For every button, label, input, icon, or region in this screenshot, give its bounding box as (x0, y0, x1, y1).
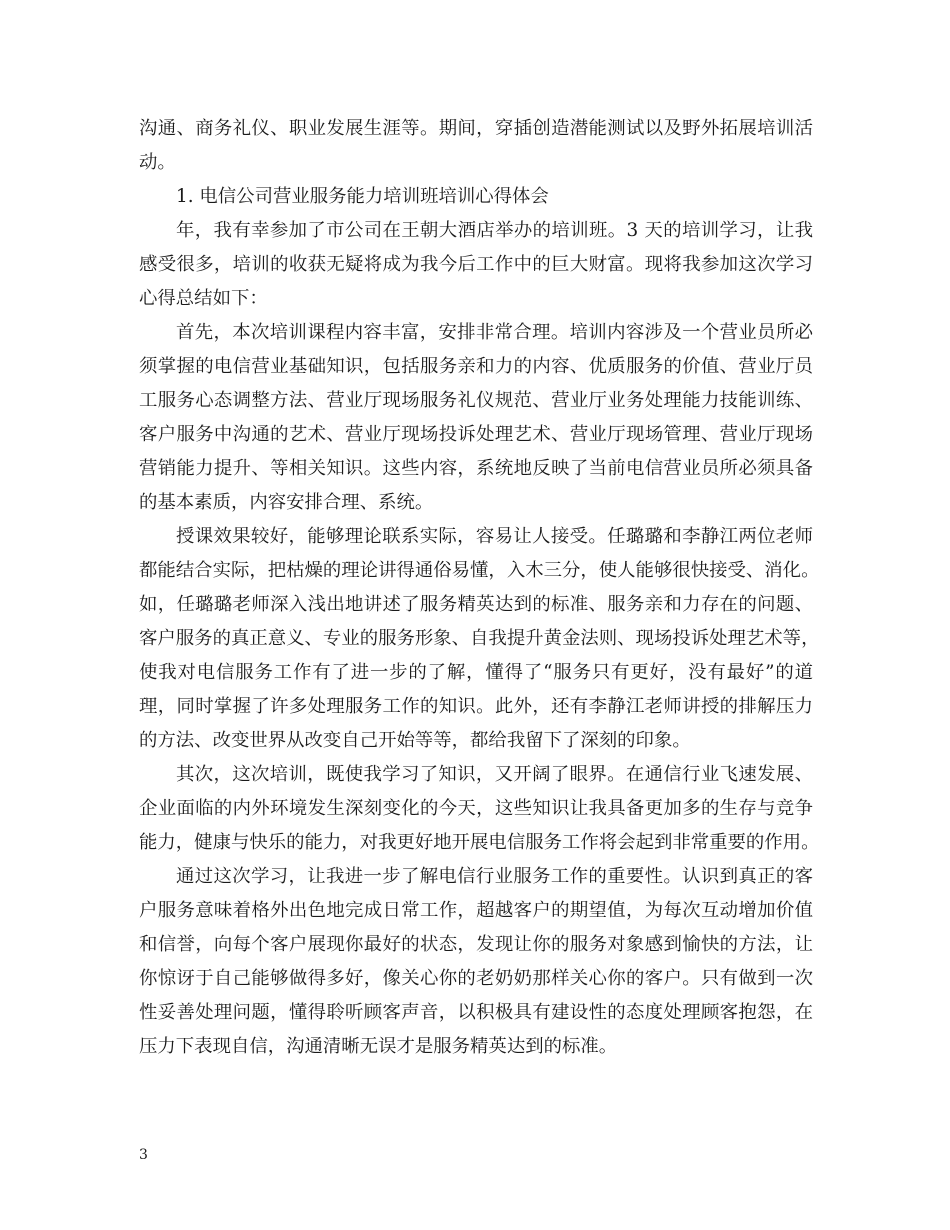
text-line: 营销能力提升、等相关知识。这些内容，系统地反映了当前电信营业员所必须具备 (139, 458, 813, 479)
text-line: 其次，这次培训，既使我学习了知识，又开阔了眼界。在通信行业飞速发展、 (176, 764, 813, 785)
text-line: 沟通、商务礼仪、职业发展生涯等。期间，穿插创造潜能测试以及野外拓展培训活 (139, 118, 813, 139)
text-line: 年，我有幸参加了市公司在王朝大酒店举办的培训班。3 天的培训学习，让我 (176, 220, 813, 241)
text-line: 感受很多，培训的收获无疑将成为我今后工作中的巨大财富。现将我参加这次学习 (139, 254, 813, 275)
text-line: 压力下表现自信，沟通清晰无误才是服务精英达到的标准。 (139, 1036, 618, 1057)
text-line: 工服务心态调整方法、营业厅现场服务礼仪规范、营业厅业务处理能力技能训练、 (139, 390, 813, 411)
text-line: 动。 (139, 152, 176, 173)
text-line: 心得总结如下： (139, 288, 268, 309)
text-line: 通过这次学习，让我进一步了解电信行业服务工作的重要性。认识到真正的客 (176, 866, 813, 887)
page-number: 3 (139, 1147, 148, 1163)
text-line: 户服务意味着格外出色地完成日常工作，超越客户的期望值，为每次互动增加价值 (139, 900, 813, 921)
text-line: 如，任璐璐老师深入浅出地讲述了服务精英达到的标准、服务亲和力存在的问题、 (139, 594, 813, 615)
text-line: 的基本素质，内容安排合理、系统。 (139, 492, 434, 513)
text-line: 都能结合实际，把枯燥的理论讲得通俗易懂，入木三分，使人能够很快接受、消化。 (139, 560, 820, 581)
text-line: 和信誉，向每个客户展现你最好的状态，发现让你的服务对象感到愉快的方法，让 (139, 934, 813, 955)
text-line: 理，同时掌握了许多处理服务工作的知识。此外，还有李静江老师讲授的排解压力 (139, 696, 813, 717)
text-line: 性妥善处理问题，懂得聆听顾客声音，以积极具有建设性的态度处理顾客抱怨，在 (139, 1002, 813, 1023)
text-line: 1. 电信公司营业服务能力培训班培训心得体会 (176, 186, 549, 207)
text-line: 客户服务中沟通的艺术、营业厅现场投诉处理艺术、营业厅现场管理、营业厅现场 (139, 424, 813, 445)
text-line: 授课效果较好，能够理论联系实际，容易让人接受。任璐璐和李静江两位老师 (176, 526, 813, 547)
text-line: 首先，本次培训课程内容丰富，安排非常合理。培训内容涉及一个营业员所必 (176, 322, 813, 343)
text-line: 客户服务的真正意义、专业的服务形象、自我提升黄金法则、现场投诉处理艺术等， (139, 628, 820, 649)
document-body (139, 112, 820, 1064)
text-line: 能力，健康与快乐的能力，对我更好地开展电信服务工作将会起到非常重要的作用。 (139, 832, 820, 853)
text-line: 的方法、改变世界从改变自己开始等等，都给我留下了深刻的印象。 (139, 730, 691, 751)
text-line: 企业面临的内外环境发生深刻变化的今天，这些知识让我具备更加多的生存与竞争 (139, 798, 813, 819)
text-line: 你惊讶于自己能够做得多好，像关心你的老奶奶那样关心你的客户。只有做到一次 (139, 968, 813, 989)
text-line: 须掌握的电信营业基础知识，包括服务亲和力的内容、优质服务的价值、营业厅员 (139, 356, 813, 377)
text-line: 使我对电信服务工作有了进一步的了解，懂得了“服务只有更好，没有最好”的道 (139, 662, 813, 683)
